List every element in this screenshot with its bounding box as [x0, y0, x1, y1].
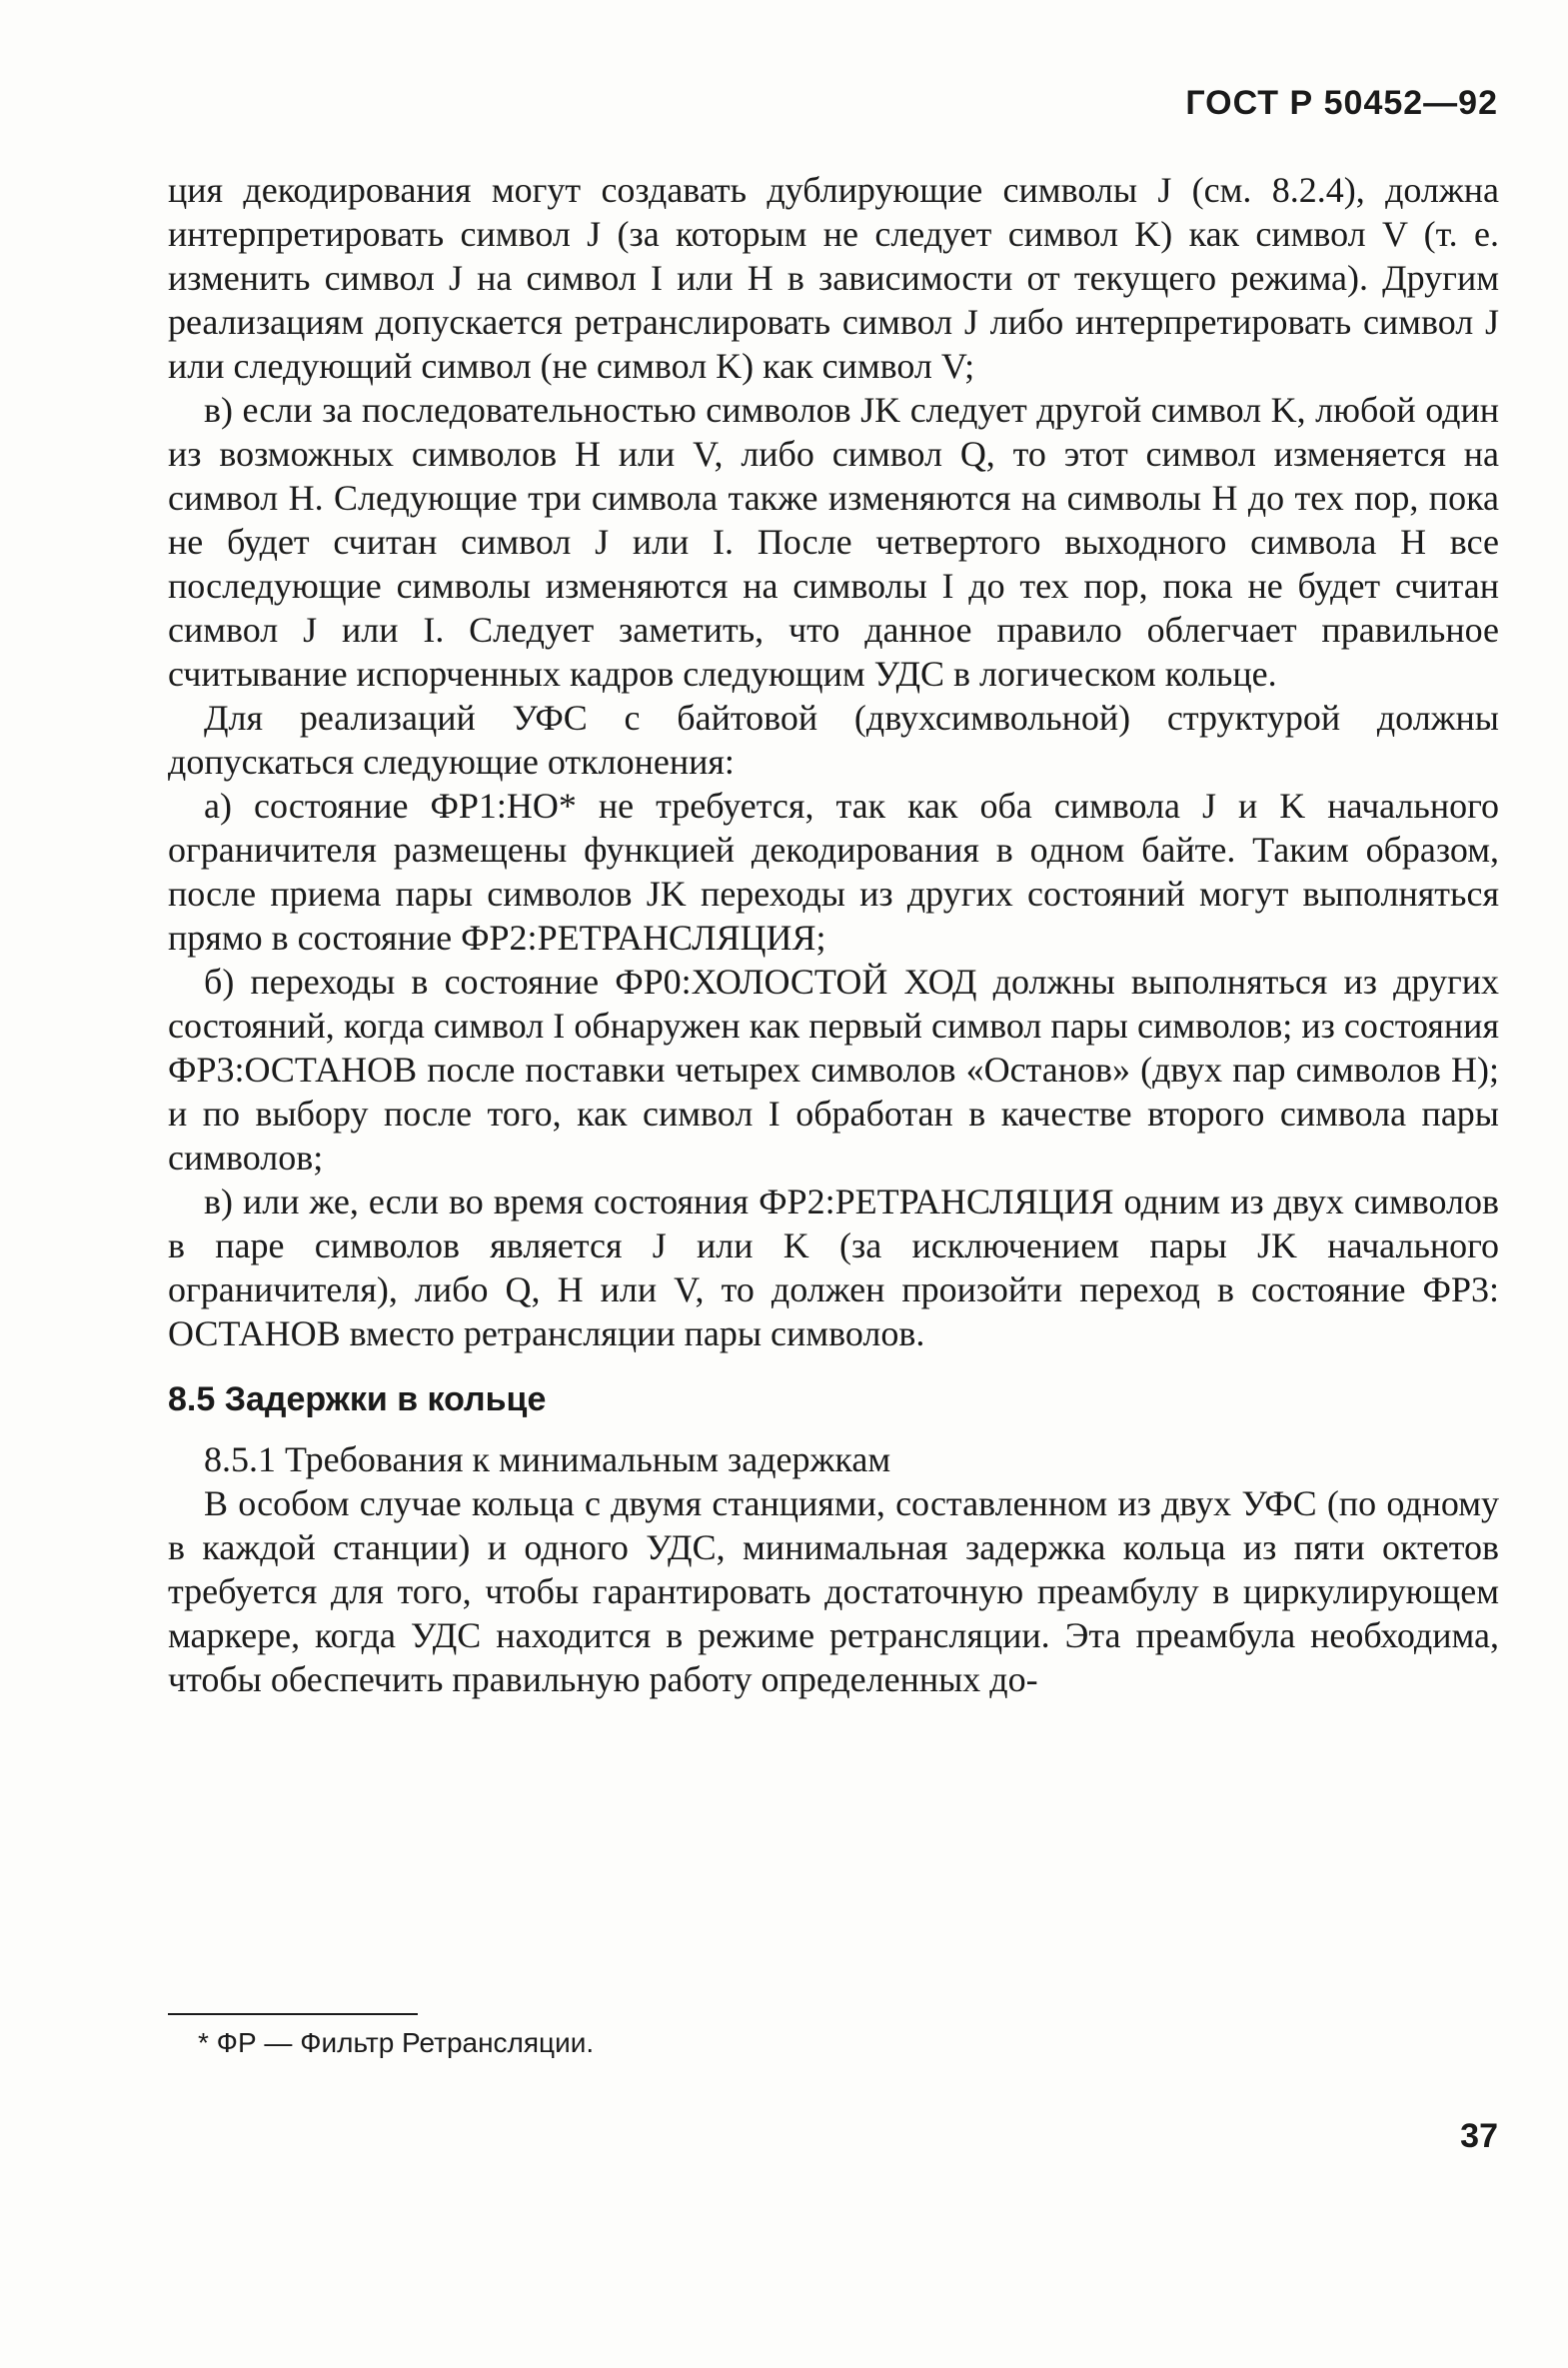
section-heading: 8.5 Задержки в кольце [168, 1380, 547, 1418]
paragraph-deviations-intro: Для реализаций УФС с байтовой (двухсимвольной) структурой должны допускаться следующие отклонения: [168, 698, 1499, 782]
paragraph-item-a: а) состояние ФР1:НО* не требуется, так как оба символа J и K начального ограничителя размещены функцией декодирования в одном байте. Таким образом, после приема пары символов JK переходы из других состояний могут выполняться прямо в состояние ФР2:РЕТРАНСЛЯЦИЯ; [168, 786, 1499, 958]
page-number: 37 [1460, 2117, 1498, 2155]
subsection-paragraph: В особом случае кольца с двумя станциями, составленном из двух УФС (по одному в каждой станции) и одного УДС, минимальная задержка кольца из пяти октетов требуется для того, чтобы гарантировать достаточную преамбулу в циркулирующем маркере, когда УДС находится в режиме ретрансляции. Эта преамбула необходима, чтобы обеспечить правильную работу определенных до- [168, 1483, 1499, 1699]
paragraph-item-v: в) если за последовательностью символов JK следует другой символ K, любой один из возможных символов H или V, либо символ Q, то этот символ изменяется на символ H. Следующие три символа также изменяются на символы H до тех пор, пока не будет считан символ J или I. После четвертого выходного символа H все последующие символы изменяются на символы I до тех пор, пока не будет считан символ J или I. Следует заметить, что данное правило облегчает правильное считывание испорченных кадров следующим УДС в логическом кольце. [168, 390, 1499, 694]
subsection-heading: 8.5.1 Требования к минимальным задержкам [204, 1439, 891, 1479]
paragraph-continuation: ция декодирования могут создавать дублирующие символы J (см. 8.2.4), должна интерпретировать символ J (за которым не следует символ K) как символ V (т. е. изменить символ J на символ I или H в зависимости от текущего режима). Другим реализациям допускается ретранслировать символ J либо интерпретировать символ J или следующий символ (не символ K) как символ V; [168, 170, 1499, 386]
main-text [168, 168, 1499, 1701]
footnote: * ФР — Фильтр Ретрансляции. [198, 2027, 595, 2058]
standard-header: ГОСТ Р 50452—92 [1185, 84, 1498, 122]
paragraph-item-v2: в) или же, если во время состояния ФР2:РЕТРАНСЛЯЦИЯ одним из двух символов в паре символов является J или K (за исключением пары JK начального ограничителя), либо Q, H или V, то должен произойти переход в состояние ФР3: ОСТАНОВ вместо ретрансляции пары символов. [168, 1182, 1499, 1353]
footnote-divider [168, 2013, 418, 2015]
paragraph-item-b: б) переходы в состояние ФР0:ХОЛОСТОЙ ХОД должны выполняться из других состояний, когда символ I обнаружен как первый символ пары символов; из состояния ФР3:ОСТАНОВ после поставки четырех символов «Останов» (двух пар символов H); и по выбору после того, как символ I обработан в качестве второго символа пары символов; [168, 962, 1499, 1178]
